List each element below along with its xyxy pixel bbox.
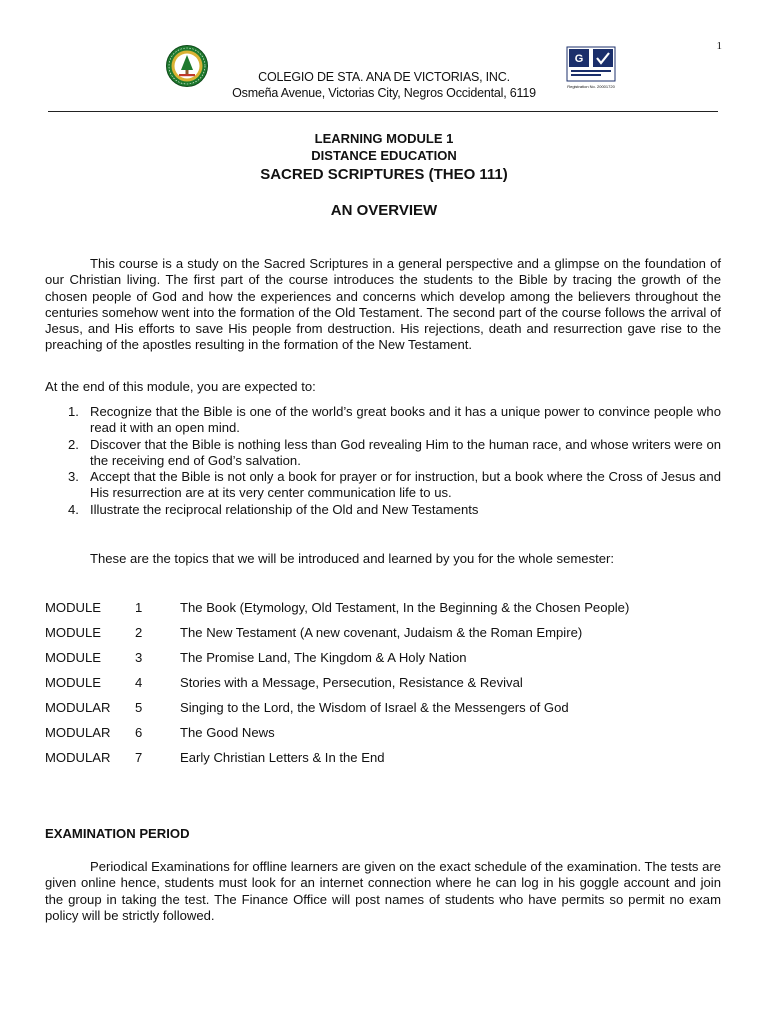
objective-item xyxy=(45,502,721,518)
module-topic: The Good News xyxy=(180,725,275,740)
module-number: 5 xyxy=(135,700,143,715)
module-label: LEARNING MODULE 1 xyxy=(314,131,454,146)
overview-heading: AN OVERVIEW xyxy=(330,202,438,219)
intro-paragraph xyxy=(45,256,721,354)
objective-item xyxy=(45,469,721,502)
module-topic: The Book (Etymology, Old Testament, In the Beginning & the Chosen People) xyxy=(180,600,630,615)
module-label-cell: MODULAR xyxy=(45,700,111,715)
school-name: COLEGIO DE STA. ANA DE VICTORIAS, INC. xyxy=(258,70,510,84)
module-number: 3 xyxy=(135,650,143,665)
objective-number: 1. xyxy=(68,404,79,419)
course-title: SACRED SCRIPTURES (THEO 111) xyxy=(260,166,508,183)
objective-text: Discover that the Bible is nothing less than God revealing Him to the human race, and whose writers were on the receiving end of God’s salvation. xyxy=(90,436,722,468)
module-topic: The New Testament (A new covenant, Judaism & the Roman Empire) xyxy=(180,625,583,640)
module-label-cell: MODULE xyxy=(45,675,102,690)
svg-text:G: G xyxy=(574,53,584,65)
module-topic: The Promise Land, The Kingdom & A Holy Nation xyxy=(180,650,467,665)
objective-item xyxy=(45,437,721,470)
exam-text: Periodical Examinations for offline learners are given on the exact schedule of the examination. The tests are given online hence, students must look for an internet connection where he can log in his goggle account and join the group in taking the test. The Finance Office will post names of students who have permits so permit no exam policy will be strictly followed. xyxy=(45,859,721,923)
exam-heading: EXAMINATION PERIOD xyxy=(45,826,190,841)
objective-number: 2. xyxy=(68,436,79,452)
header-divider xyxy=(48,111,718,112)
objective-item xyxy=(45,404,721,437)
module-label-cell: MODULAR xyxy=(45,750,111,765)
topics-intro: These are the topics that we will be introduced and learned by you for the whole semester: xyxy=(90,551,615,566)
objective-text: Recognize that the Bible is one of the world’s great books and it has a unique power to convince people who read it with an open mind. xyxy=(90,404,721,436)
module-topic: Singing to the Lord, the Wisdom of Israel & the Messengers of God xyxy=(180,700,569,715)
module-label-cell: MODULE xyxy=(45,650,102,665)
intro-text: This course is a study on the Sacred Scriptures in a general perspective and a glimpse on the foundation of our Christian living. The first part of the course introduces the students to the Bible by tracing the growth of the chosen people of God and how the experiences and concerns which develop among the believers throughout the centuries somehow went into the formation of the Old Testament. The second part of the course follows the arrival of Jesus, and His efforts to save His people from destruction. His rejections, death and resurrection gave rise to the preaching of the apostles resulting in the formation of the New Testament. xyxy=(45,256,721,353)
objective-text: Accept that the Bible is not only a book for prayer or for instruction, but a book where the Cross of Jesus and His resurrection are at its very center communication life to us. xyxy=(90,469,721,501)
module-number: 2 xyxy=(135,625,143,640)
objectives-list xyxy=(45,404,721,518)
module-label-cell: MODULE xyxy=(45,600,102,615)
exam-paragraph xyxy=(45,859,721,924)
module-number: 7 xyxy=(135,750,143,765)
expectation-label: At the end of this module, you are expected to: xyxy=(45,379,316,394)
module-number: 4 xyxy=(135,675,143,690)
module-topic: Early Christian Letters & In the End xyxy=(180,750,385,765)
module-label-cell: MODULE xyxy=(45,625,102,640)
module-label-cell: MODULAR xyxy=(45,725,111,740)
page-number: 1 xyxy=(716,40,722,52)
objective-text: Illustrate the reciprocal relationship of the Old and New Testaments xyxy=(90,501,479,517)
objective-number: 4. xyxy=(68,501,79,517)
school-address: Osmeña Avenue, Victorias City, Negros Occidental, 6119 xyxy=(232,86,536,100)
module-number: 1 xyxy=(135,600,143,615)
module-number: 6 xyxy=(135,725,143,740)
mode-label: DISTANCE EDUCATION xyxy=(311,148,457,163)
module-topic: Stories with a Message, Persecution, Resistance & Revival xyxy=(180,675,523,690)
certification-registration-text: Registration No. 20001720 xyxy=(567,84,615,89)
objective-number: 3. xyxy=(68,469,79,485)
